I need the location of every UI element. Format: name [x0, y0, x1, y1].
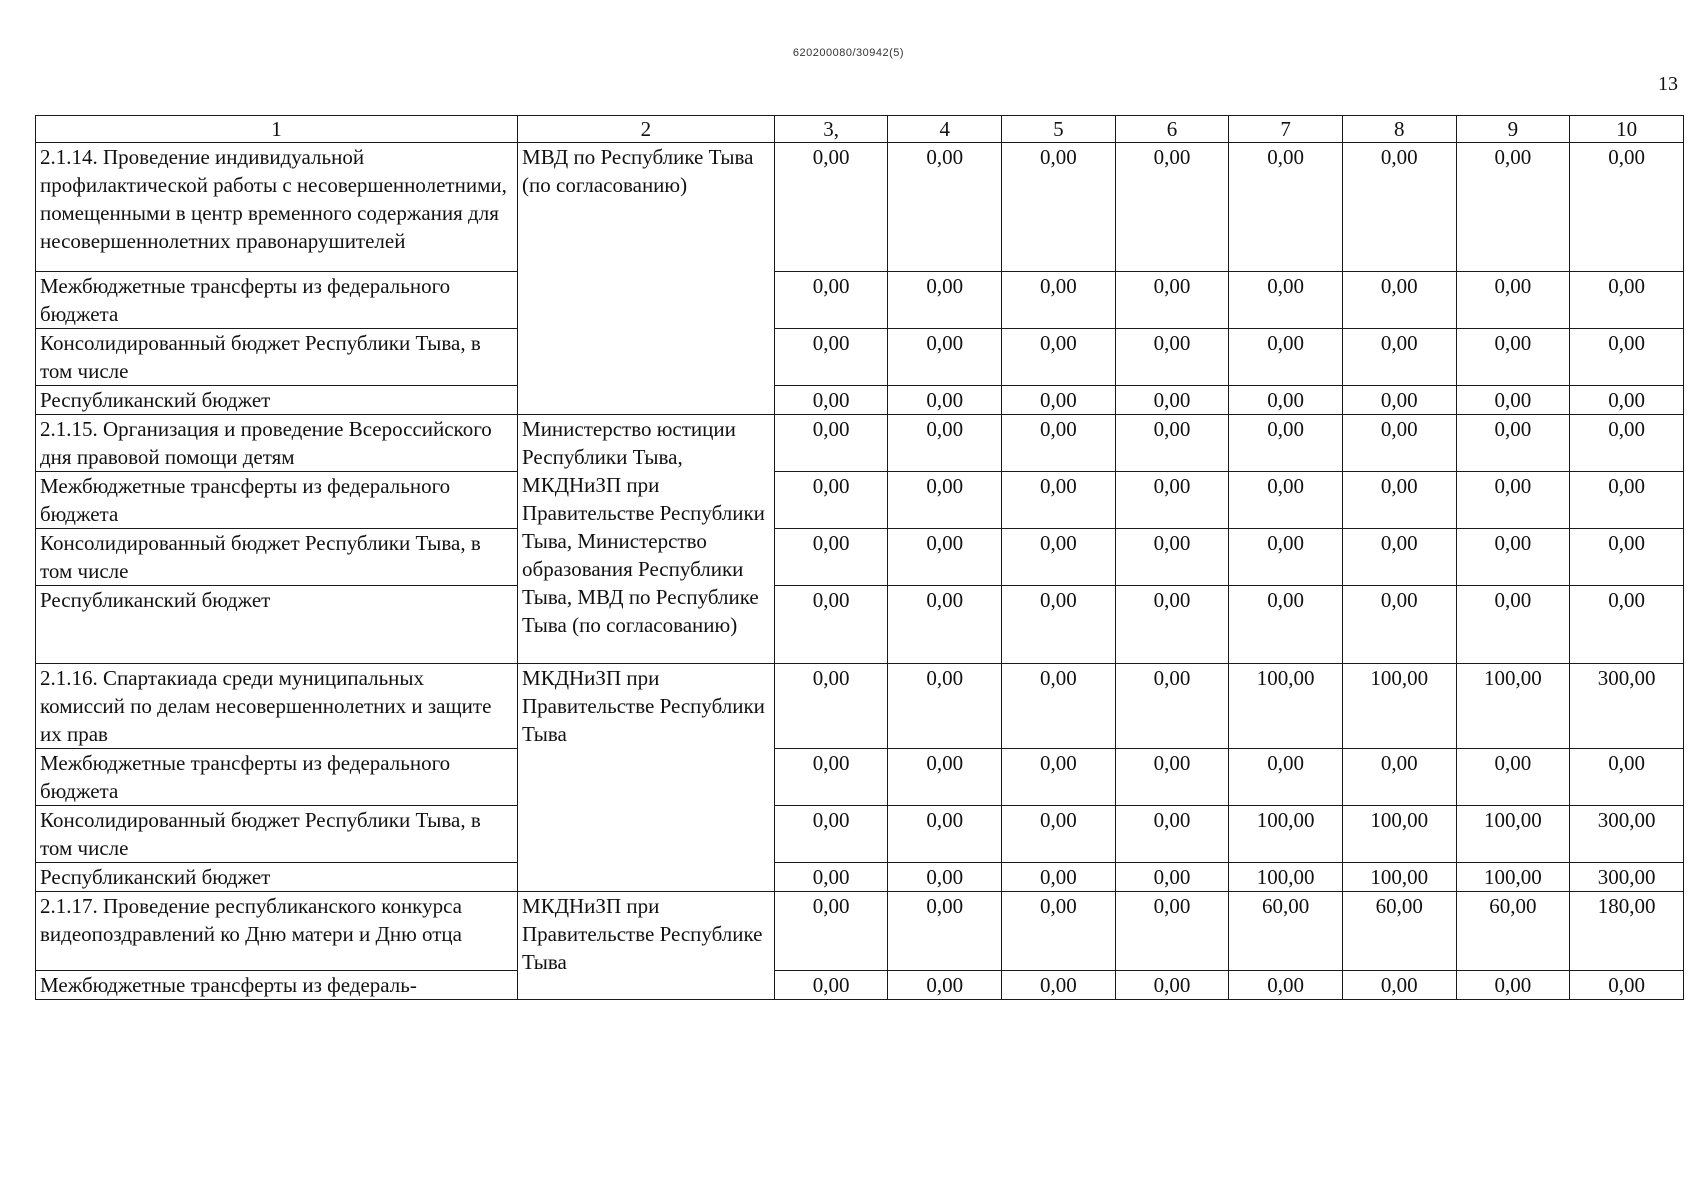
executor-cell: МВД по Республике Тыва (по согласованию) [518, 143, 775, 415]
row-label: Консолидированный бюджет Республики Тыва, в том числе [36, 329, 518, 386]
value-cell: 0,00 [1002, 472, 1116, 529]
value-cell: 0,00 [888, 863, 1002, 892]
value-cell: 0,00 [1002, 863, 1116, 892]
value-cell: 100,00 [1342, 664, 1456, 749]
value-cell: 0,00 [1115, 415, 1229, 472]
value-cell: 0,00 [1002, 806, 1116, 863]
value-cell: 100,00 [1342, 863, 1456, 892]
value-cell: 0,00 [888, 329, 1002, 386]
value-cell: 0,00 [888, 386, 1002, 415]
row-label: Межбюджетные трансферты из федерального бюджета [36, 472, 518, 529]
value-cell: 0,00 [774, 806, 888, 863]
value-cell: 0,00 [1229, 472, 1343, 529]
value-cell: 180,00 [1570, 892, 1684, 971]
row-label: Республиканский бюджет [36, 863, 518, 892]
value-cell: 0,00 [774, 143, 888, 272]
value-cell: 0,00 [888, 664, 1002, 749]
value-cell: 0,00 [1570, 272, 1684, 329]
value-cell: 0,00 [1570, 415, 1684, 472]
column-header: 7 [1229, 116, 1343, 143]
column-header: 8 [1342, 116, 1456, 143]
value-cell: 0,00 [774, 749, 888, 806]
value-cell: 100,00 [1456, 863, 1570, 892]
table-row [36, 415, 1684, 472]
value-cell: 60,00 [1229, 892, 1343, 971]
executor-cell: МКДНиЗП при Правительстве Республике Тыва [518, 892, 775, 1000]
value-cell: 0,00 [1342, 143, 1456, 272]
value-cell: 0,00 [888, 971, 1002, 1000]
value-cell: 100,00 [1342, 806, 1456, 863]
value-cell: 0,00 [1115, 806, 1229, 863]
value-cell: 0,00 [1115, 664, 1229, 749]
column-header: 1 [36, 116, 518, 143]
value-cell: 0,00 [1570, 749, 1684, 806]
value-cell: 0,00 [1115, 892, 1229, 971]
value-cell: 0,00 [1456, 529, 1570, 586]
table-row [36, 971, 1684, 1000]
value-cell: 0,00 [1456, 272, 1570, 329]
value-cell: 0,00 [1229, 749, 1343, 806]
value-cell: 0,00 [1570, 386, 1684, 415]
value-cell: 0,00 [1115, 386, 1229, 415]
row-label: Межбюджетные трансферты из федераль- [36, 971, 518, 1000]
value-cell: 0,00 [774, 971, 888, 1000]
column-header: 9 [1456, 116, 1570, 143]
value-cell: 0,00 [774, 472, 888, 529]
value-cell: 300,00 [1570, 863, 1684, 892]
value-cell: 0,00 [1002, 892, 1116, 971]
value-cell: 0,00 [774, 586, 888, 664]
value-cell: 0,00 [888, 143, 1002, 272]
table-row [36, 272, 1684, 329]
value-cell: 0,00 [1229, 329, 1343, 386]
value-cell: 100,00 [1456, 806, 1570, 863]
column-header: 5 [1002, 116, 1116, 143]
value-cell: 0,00 [1229, 529, 1343, 586]
value-cell: 0,00 [1115, 863, 1229, 892]
row-label: Республиканский бюджет [36, 386, 518, 415]
value-cell: 0,00 [1002, 415, 1116, 472]
row-label: Консолидированный бюджет Республики Тыва, в том числе [36, 529, 518, 586]
value-cell: 0,00 [1115, 272, 1229, 329]
value-cell: 0,00 [1342, 272, 1456, 329]
value-cell: 0,00 [774, 529, 888, 586]
value-cell: 0,00 [774, 386, 888, 415]
value-cell: 0,00 [1570, 329, 1684, 386]
table-row [36, 806, 1684, 863]
executor-cell: Министерство юстиции Республики Тыва, МКДНиЗП при Правительстве Республики Тыва, Министерство образования Республики Тыва, МВД по Республике Тыва (по согласованию) [518, 415, 775, 664]
row-label: 2.1.15. Организация и проведение Всероссийского дня правовой помощи детям [36, 415, 518, 472]
value-cell: 100,00 [1229, 863, 1343, 892]
value-cell: 0,00 [774, 863, 888, 892]
value-cell: 60,00 [1456, 892, 1570, 971]
row-label: Республиканский бюджет [36, 586, 518, 664]
value-cell: 0,00 [1115, 329, 1229, 386]
value-cell: 0,00 [888, 586, 1002, 664]
value-cell: 100,00 [1229, 806, 1343, 863]
value-cell: 0,00 [1342, 749, 1456, 806]
value-cell: 0,00 [1342, 971, 1456, 1000]
row-label: 2.1.17. Проведение республиканского конкурса видеопоздравлений ко Дню матери и Дню отца [36, 892, 518, 971]
value-cell: 0,00 [774, 272, 888, 329]
value-cell: 0,00 [1115, 586, 1229, 664]
value-cell: 0,00 [1229, 272, 1343, 329]
budget-table [35, 115, 1684, 1000]
table-row [36, 664, 1684, 749]
value-cell: 0,00 [1229, 143, 1343, 272]
value-cell: 0,00 [1456, 386, 1570, 415]
value-cell: 0,00 [1342, 529, 1456, 586]
row-label: 2.1.14. Проведение индивидуальной профилактической работы с несовершеннолетними, помещенными в центр временного содержания для несовершеннолетних правонарушителей [36, 143, 518, 272]
value-cell: 0,00 [888, 749, 1002, 806]
value-cell: 0,00 [1002, 664, 1116, 749]
value-cell: 300,00 [1570, 664, 1684, 749]
value-cell: 0,00 [774, 415, 888, 472]
table-row [36, 586, 1684, 664]
value-cell: 100,00 [1229, 664, 1343, 749]
value-cell: 0,00 [888, 806, 1002, 863]
value-cell: 0,00 [774, 892, 888, 971]
value-cell: 0,00 [1342, 329, 1456, 386]
value-cell: 0,00 [1342, 415, 1456, 472]
table-row [36, 143, 1684, 272]
value-cell: 60,00 [1342, 892, 1456, 971]
value-cell: 0,00 [1229, 586, 1343, 664]
value-cell: 0,00 [888, 272, 1002, 329]
value-cell: 0,00 [1115, 472, 1229, 529]
value-cell: 0,00 [1456, 415, 1570, 472]
value-cell: 0,00 [1456, 143, 1570, 272]
value-cell: 0,00 [1570, 472, 1684, 529]
table-row [36, 329, 1684, 386]
column-header: 3, [774, 116, 888, 143]
value-cell: 0,00 [774, 329, 888, 386]
value-cell: 0,00 [1229, 971, 1343, 1000]
value-cell: 0,00 [1342, 386, 1456, 415]
document-code: 620200080/30942(5) [792, 47, 905, 59]
value-cell: 0,00 [1229, 386, 1343, 415]
value-cell: 0,00 [1002, 586, 1116, 664]
value-cell: 0,00 [1002, 272, 1116, 329]
row-label: Межбюджетные трансферты из федерального бюджета [36, 749, 518, 806]
value-cell: 0,00 [1342, 472, 1456, 529]
value-cell: 0,00 [1570, 971, 1684, 1000]
value-cell: 0,00 [1342, 586, 1456, 664]
table-row [36, 386, 1684, 415]
value-cell: 0,00 [1570, 529, 1684, 586]
column-header: 10 [1570, 116, 1684, 143]
value-cell: 0,00 [1570, 143, 1684, 272]
value-cell: 0,00 [774, 664, 888, 749]
value-cell: 0,00 [1115, 143, 1229, 272]
value-cell: 0,00 [1115, 749, 1229, 806]
value-cell: 0,00 [888, 529, 1002, 586]
value-cell: 0,00 [888, 415, 1002, 472]
table-row [36, 472, 1684, 529]
value-cell: 300,00 [1570, 806, 1684, 863]
value-cell: 0,00 [1115, 529, 1229, 586]
value-cell: 0,00 [1002, 143, 1116, 272]
value-cell: 0,00 [1456, 329, 1570, 386]
value-cell: 0,00 [1456, 749, 1570, 806]
value-cell: 0,00 [888, 472, 1002, 529]
column-number-row [36, 116, 1684, 143]
column-header: 4 [888, 116, 1002, 143]
value-cell: 0,00 [1002, 529, 1116, 586]
value-cell: 0,00 [1002, 971, 1116, 1000]
value-cell: 0,00 [888, 892, 1002, 971]
value-cell: 100,00 [1456, 664, 1570, 749]
value-cell: 0,00 [1229, 415, 1343, 472]
table-row [36, 863, 1684, 892]
column-header: 2 [518, 116, 775, 143]
value-cell: 0,00 [1456, 971, 1570, 1000]
table-row [36, 749, 1684, 806]
column-header: 6 [1115, 116, 1229, 143]
value-cell: 0,00 [1456, 472, 1570, 529]
row-label: 2.1.16. Спартакиада среди муниципальных комиссий по делам несовершеннолетних и защите их прав [36, 664, 518, 749]
executor-cell: МКДНиЗП при Правительстве Республики Тыва [518, 664, 775, 892]
value-cell: 0,00 [1570, 586, 1684, 664]
table-row [36, 529, 1684, 586]
row-label: Консолидированный бюджет Республики Тыва, в том числе [36, 806, 518, 863]
value-cell: 0,00 [1115, 971, 1229, 1000]
value-cell: 0,00 [1002, 749, 1116, 806]
value-cell: 0,00 [1002, 329, 1116, 386]
row-label: Межбюджетные трансферты из федерального бюджета [36, 272, 518, 329]
value-cell: 0,00 [1002, 386, 1116, 415]
value-cell: 0,00 [1456, 586, 1570, 664]
page-number: 13 [1658, 73, 1678, 95]
table-row [36, 892, 1684, 971]
